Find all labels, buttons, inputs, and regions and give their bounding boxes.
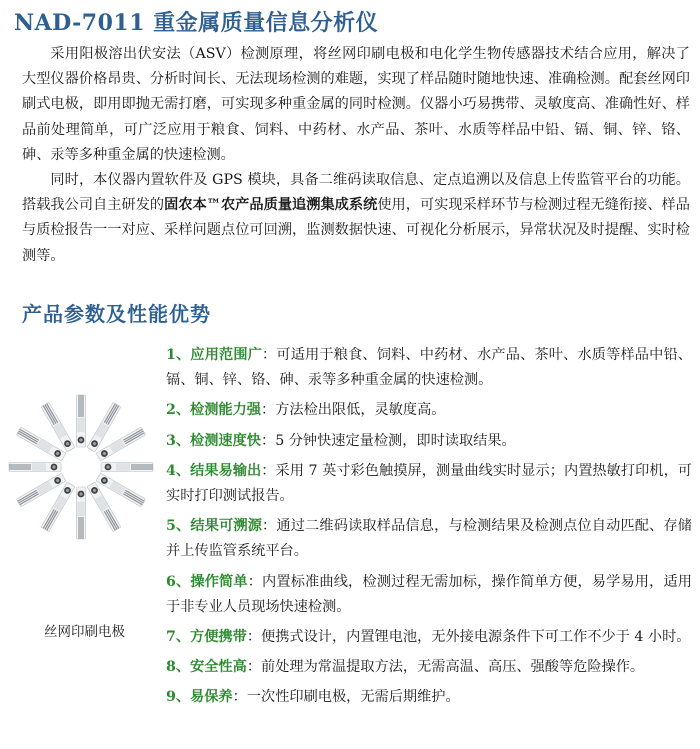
feature-item [166, 514, 692, 564]
feature-item [166, 429, 692, 454]
page-title: NAD-7011 重金属质量信息分析仪 [14, 10, 379, 36]
feature-heading: 7、方便携带 [166, 629, 247, 646]
intro-section [22, 42, 690, 269]
feature-item [166, 655, 692, 680]
traceability-system-name: 固农本™农产品质量追溯集成系统 [164, 197, 378, 214]
feature-text: ：前处理为常温提取方法，无需高温、高压、强酸等危险操作。 [246, 659, 645, 676]
intro-paragraph-2-start: 同时，本仪器内置软件及 GPS 模块，具备二维码读取信息、定点追溯以及信息上传监管平台的功能。搭载我公司自主研发的 [22, 172, 690, 214]
intro-paragraph-2-end: 使用，可实现采样环节与检测过程无缝衔接、样品与质检报告一一对应、采样问题点位可回溯，监测数据快速、可视化分析展示，异常状况及时提醒、实时检测等。 [22, 197, 690, 264]
feature-item [166, 459, 692, 509]
section-title: 产品参数及性能优势 [22, 302, 211, 326]
feature-text: ：一次性印刷电极，无需后期维护。 [232, 689, 460, 706]
feature-text: ：5 分钟快速定量检测，即时读取结果。 [261, 432, 516, 449]
feature-item [166, 398, 692, 423]
screen-printed-electrodes-image [6, 392, 156, 542]
feature-text: ：通过二维码读取样品信息，与检测结果及检测点位自动匹配、存储并上传监管系统平台。 [166, 518, 692, 560]
intro-paragraph-1: 采用阳极溶出伏安法（ASV）检测原理，将丝网印刷电极和电化学生物传感器技术结合应用，解决了大型仪器价格昂贵、分析时间长、无法现场检测的难题，实现了样品随时随地快速、准确检测。配套丝网印刷式电极，即用即抛无需打磨，可实现多种重金属的同时检测。仪器小巧易携带、灵敏度高、准确性好、样品前处理简单，可广泛应用于粮食、饲料、中药材、水产品、茶叶、水质等样品中铅、镉、铜、锌、铬、砷、汞等多种重金属的快速检测。 [22, 46, 690, 163]
feature-heading: 2、检测能力强 [166, 402, 261, 419]
intro-paragraph-2 [22, 168, 690, 269]
feature-item [166, 625, 692, 650]
feature-item [166, 343, 692, 393]
feature-item [166, 685, 692, 710]
feature-heading: 3、检测速度快 [166, 432, 261, 449]
feature-heading: 5、结果可溯源 [166, 518, 263, 535]
feature-text: ：内置标准曲线，检测过程无需加标，操作简单方便，易学易用，适用于非专业人员现场快速检测。 [166, 573, 692, 615]
feature-text: ：便携式设计，内置锂电池，无外接电源条件下可工作不少于 4 小时。 [246, 629, 691, 646]
feature-list [166, 343, 692, 716]
feature-text: ：采用 7 英寸彩色触摸屏，测量曲线实时显示；内置热敏打印机，可实时打印测试报告。 [166, 462, 692, 505]
feature-text: ：方法检出限低，灵敏度高。 [261, 402, 446, 419]
feature-heading: 1、应用范围广 [166, 347, 263, 363]
feature-text: ：可适用于粮食、饲料、中药材、水产品、茶叶、水质等样品中铅、镉、铜、锌、铬、砷、汞等多种重金属的快速检测。 [166, 347, 692, 389]
feature-heading: 9、易保养 [166, 689, 233, 706]
feature-item [166, 570, 692, 620]
image-caption: 丝网印刷电极 [44, 624, 125, 640]
feature-heading: 8、安全性高 [166, 659, 247, 676]
feature-heading: 4、结果易输出 [166, 462, 262, 479]
feature-heading: 6、操作简单 [166, 573, 248, 590]
